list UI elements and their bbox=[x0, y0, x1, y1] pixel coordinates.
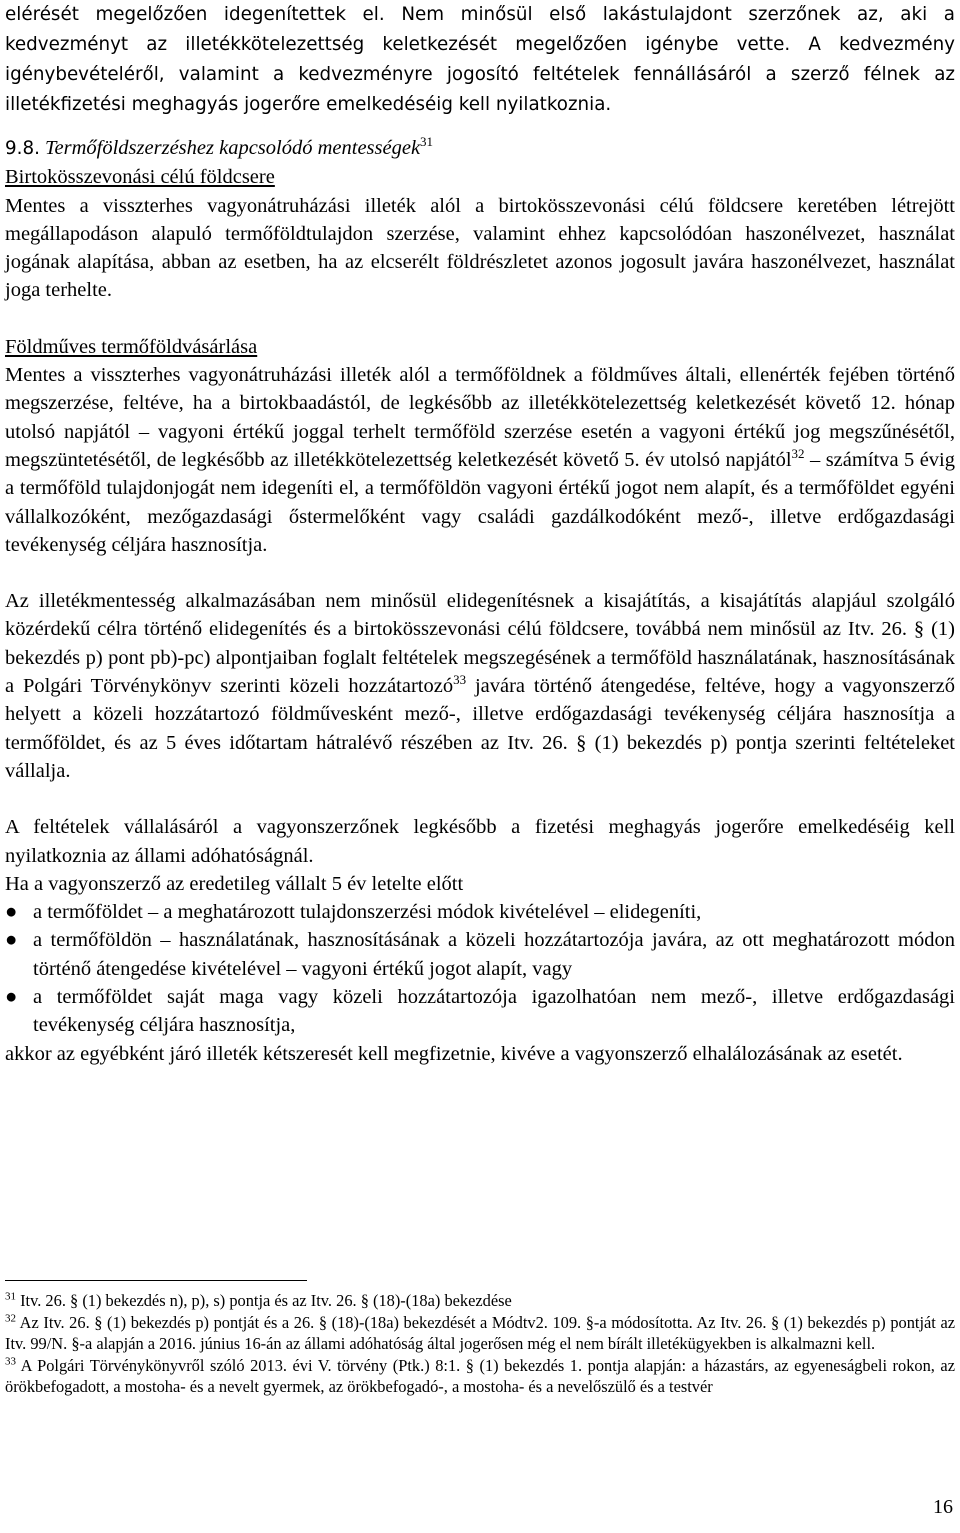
exemption-paragraph: Az illetékmentesség alkalmazásában nem minősül elidegenítésnek a kisajátítás, a kisajátítás alapjául szolgáló közérdekű célra történő elidegenítés és a birtokösszevonási célú földcsere, továbbá nem minősül az Itv. 26. § (1) bekezdés p) pont pb)-pc) alpontjaiban foglalt feltételek megszegésének a termőföld használatának, hasznosításának a Polgári Törvénykönyv szerinti közeli hozzátartozó$^{33}$ javára történő átengedése, feltéve, hogy a vagyonszerző helyett a közeli hozzátartozó földművesként mező-, illetve erdőgazdasági tevékenység céljára hasznosítja a termőföldet, és az 5 éves időtartam hátralévő részében az Itv. 26. § (1) bekezdés p) pontja szerinti feltételeket vállalja. bbox=[5, 590, 955, 782]
footnote-33: $^{33}$ A Polgári Törvénykönyvről szóló 2013. évi V. törvény (Ptk.) 8:1. § (1) bekezdés 1. pontja alapján: a házastárs, az egyeneságbeli rokon, az örökbefogadott, a mostoha- és a nevelt gyermek, az örökbefogadó-, a mostoha- és a nevelőszülő és a testvér bbox=[5, 1355, 955, 1396]
consequence-paragraph: akkor az egyébként járó illeték kétszeresét kell megfizetnie, kivéve a vagyonszerző elhalálozásának az esetét. bbox=[5, 1042, 903, 1065]
farmer-purchase-paragraph: Mentes a visszterhes vagyonátruházási illeték alól a termőföldnek a földműves általi, ellenérték fejében történő megszerzése, feltéve, ha a birtokbaadástól, de legkésőbb az illetékkötelezettség keletkezését követő 12. hónap utolsó napjától – vagyoni értékű joggal terhelt termőföld szerzése esetén a vagyoni értékű jog megszűnésétől, megszüntetésétől, de legkésőbb az illetékkötelezettség keletkezését követő 5. év utolsó napjától$^{32}$ – számítva 5 évig a termőföld tulajdonjogát nem idegeníti el, a termőföldön vagyoni értékű jogot nem alapít, és a termőföldet egyéni vállalkozóként, mezőgazdasági őstermelőként vagy családi gazdálkodóként mező-, illetve erdőgazdasági tevékenység céljára hasznosítja. bbox=[5, 364, 956, 556]
land-exchange-paragraph: Mentes a visszterhes vagyonátruházási illeték alól a birtokösszevonási célú földcsere keretében létrejött megállapodáson alapuló termőföldtulajdon szerzése, valamint ehhez kapcsolódóan haszonélvezet, használat jogának alapítása, abban az esetben, ha az elcserélt földrészletet azonos jogosult javára haszonélvezet, használat joga terhelte. bbox=[5, 194, 955, 302]
list-item: ● a termőföldön – használatának, hasznosításának a közeli hozzátartozója javára, az ott meghatározott módon történő átengedése kivételével – vagyoni értékű jogot alapít, vagy bbox=[5, 926, 955, 983]
list-item: ● a termőföldet – a meghatározott tulajdonszerzési módok kivételével – elidegeníti, bbox=[5, 898, 955, 926]
section-title: Termőföldszerzéshez kapcsolódó mentességek bbox=[45, 137, 421, 159]
bullet-icon: ● bbox=[5, 986, 18, 1009]
section-number: 9.8. bbox=[5, 138, 40, 159]
footnote-ref-31[interactable]: 31 bbox=[420, 134, 434, 150]
document-page bbox=[5, 0, 955, 1533]
footnote-divider bbox=[5, 1280, 307, 1281]
page-number: 16 bbox=[933, 1496, 953, 1518]
declaration-paragraph: A feltételek vállalásáról a vagyonszerzőnek legkésőbb a fizetési meghagyás jogerőre emelkedéséig kell nyilatkoznia az állami adóhatóságnál. bbox=[5, 816, 955, 867]
footnote-ref-32[interactable]: 32 bbox=[791, 446, 805, 462]
footnote-ref-33[interactable]: 33 bbox=[453, 672, 467, 688]
bullet-icon: ● bbox=[5, 929, 18, 952]
footnotes bbox=[5, 1290, 955, 1398]
subheading-farmer-purchase: Földműves termőföldvásárlása bbox=[5, 335, 258, 358]
list-item: ● a termőföldet saját maga vagy közeli hozzátartozója igazolhatóan nem mező-, illetve erdőgazdasági tevékenység céljára hasznosítja, bbox=[5, 983, 955, 1040]
footnote-32: $^{32}$ Az Itv. 26. § (1) bekezdés p) pontját és a 26. § (18)-(18a) bekezdését a Módtv2. 109. §-a módosította. Az Itv. 26. § (1) bekezdés p) pontját az Itv. 99/N. §-a alapján a 2016. június 16-án az állami adóhatóság által jogerősen még el nem bírált illetékügyekben is alkalmazni kell. bbox=[5, 1312, 955, 1353]
bullet-icon: ● bbox=[5, 901, 18, 924]
condition-intro: Ha a vagyonszerző az eredetileg vállalt 5 év letelte előtt bbox=[5, 872, 464, 895]
intro-paragraph: elérését megelőzően idegenítettek el. Nem minősül első lakástulajdont szerzőnek az, aki a kedvezményt az illetékkötelezettség keletkezését megelőzően igénybe vette. A kedvezmény igénybevételéről, valamint a kedvezményre jogosító feltételek fennállásáról a szerző félnek az illetékfizetési meghagyás jogerőre emelkedéséig kell nyilatkoznia. bbox=[5, 4, 955, 115]
condition-list bbox=[5, 898, 955, 1039]
footnote-31: $^{31}$ Itv. 26. § (1) bekezdés n), p), s) pontja és az Itv. 26. § (18)-(18a) bekezdése bbox=[5, 1290, 512, 1310]
section-heading bbox=[5, 134, 955, 163]
subheading-land-exchange: Birtokösszevonási célú földcsere bbox=[5, 166, 275, 189]
